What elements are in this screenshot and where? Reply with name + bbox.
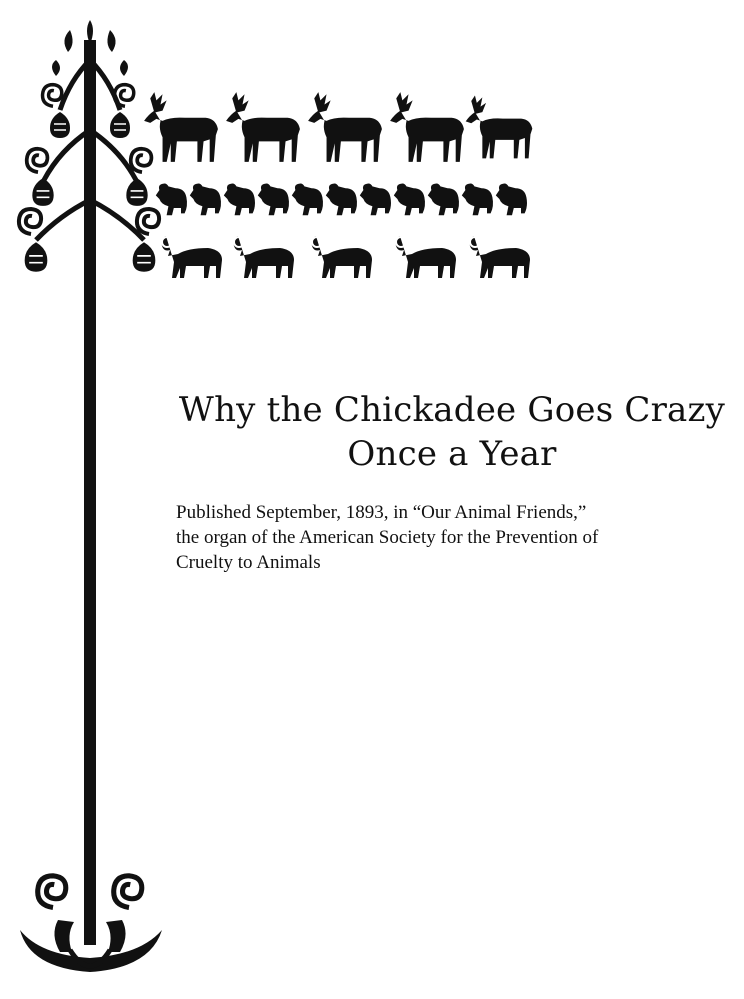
- bear-cub-icon: [462, 184, 493, 216]
- reindeer-row: [144, 92, 532, 162]
- ram-icon: [234, 236, 295, 278]
- ram-icon: [312, 236, 373, 278]
- reindeer-icon: [308, 92, 382, 162]
- caption-line-3: Cruelty to Animals: [176, 552, 321, 573]
- bear-cub-icon: [190, 184, 221, 216]
- bear-cub-icon: [360, 184, 391, 216]
- ram-icon: [162, 236, 223, 278]
- ram-icon: [396, 236, 457, 278]
- bear-cub-icon: [496, 184, 527, 216]
- tree-trunk: [84, 40, 96, 945]
- bear-row: [156, 184, 527, 216]
- ram-row: [162, 236, 531, 278]
- reindeer-icon: [144, 92, 218, 162]
- bear-cub-icon: [224, 184, 255, 216]
- bear-cub-icon: [326, 184, 357, 216]
- bear-cub-icon: [258, 184, 289, 216]
- publication-note: [176, 500, 744, 575]
- bear-cub-icon: [156, 184, 187, 216]
- reindeer-icon: [390, 92, 464, 162]
- bear-cub-icon: [394, 184, 425, 216]
- bear-cub-icon: [292, 184, 323, 216]
- title-line-1: Why the Chickadee Goes Crazy: [178, 390, 726, 430]
- title-line-2: Once a Year: [347, 434, 557, 474]
- ram-icon: [470, 236, 531, 278]
- reindeer-icon: [226, 92, 300, 162]
- caption-line-1: Published September, 1893, in “Our Animal Friends,”: [176, 502, 587, 523]
- caption-line-2: the organ of the American Society for the Prevention of: [176, 527, 599, 548]
- page-title: [160, 388, 744, 476]
- bear-cub-icon: [428, 184, 459, 216]
- reindeer-icon: [466, 95, 533, 158]
